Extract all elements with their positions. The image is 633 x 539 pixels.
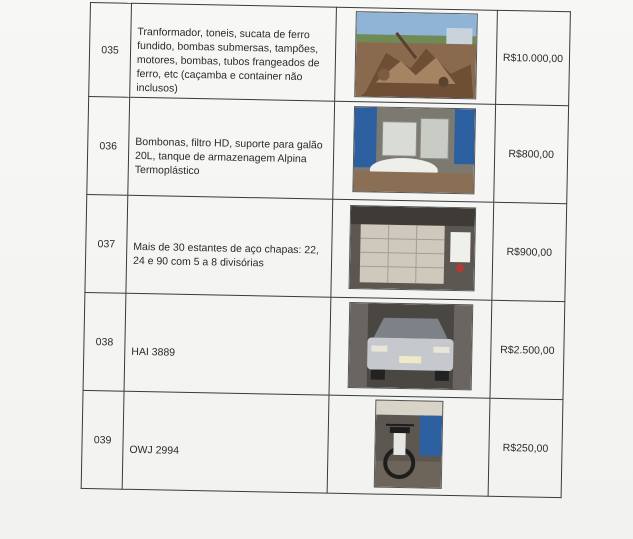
lot-price: R$2.500,00 bbox=[490, 300, 565, 399]
table-row bbox=[87, 96, 569, 203]
lot-price: R$900,00 bbox=[492, 202, 567, 301]
table-row bbox=[81, 390, 563, 497]
lot-number: 036 bbox=[87, 96, 130, 195]
lots-table bbox=[81, 2, 571, 498]
table-row bbox=[83, 292, 565, 399]
lot-number: 039 bbox=[81, 390, 124, 489]
silver-car-photo bbox=[348, 302, 474, 390]
table-row bbox=[89, 3, 571, 106]
lot-description: OWJ 2994 bbox=[122, 391, 329, 493]
lot-photo-cell bbox=[327, 395, 490, 496]
lot-price: R$800,00 bbox=[494, 104, 569, 203]
storage-tanks-photo bbox=[352, 106, 476, 194]
lot-price: R$250,00 bbox=[488, 398, 563, 497]
lot-number: 035 bbox=[89, 3, 132, 98]
scrap-metal-pile-photo bbox=[354, 11, 478, 99]
steel-shelves-photo bbox=[349, 205, 477, 291]
lot-description: Bombonas, filtro HD, suporte para galão 20L, tanque de armazenagem Alpina Termoplástico bbox=[128, 97, 335, 199]
motorcycle-photo bbox=[374, 399, 444, 488]
table-row bbox=[85, 194, 567, 301]
lot-description: Mais de 30 estantes de aço chapas: 22, 24 e 90 com 5 a 8 divisórias bbox=[126, 195, 333, 297]
lot-photo-cell bbox=[331, 199, 494, 300]
lots-sheet bbox=[81, 2, 564, 497]
lot-photo-cell bbox=[333, 101, 496, 202]
lot-photo-cell bbox=[329, 297, 492, 398]
lot-description: Tranformador, toneis, sucata de ferro fundido, bombas submersas, tampões, motores, bombas, tubos frangeados de ferro, etc (caçamba e container não inclusos) bbox=[130, 3, 337, 101]
lot-description: HAI 3889 bbox=[124, 293, 331, 395]
lot-photo-cell bbox=[335, 7, 498, 104]
lot-number: 037 bbox=[85, 194, 128, 293]
lot-price: R$10.000,00 bbox=[496, 10, 571, 105]
lot-number: 038 bbox=[83, 292, 126, 391]
